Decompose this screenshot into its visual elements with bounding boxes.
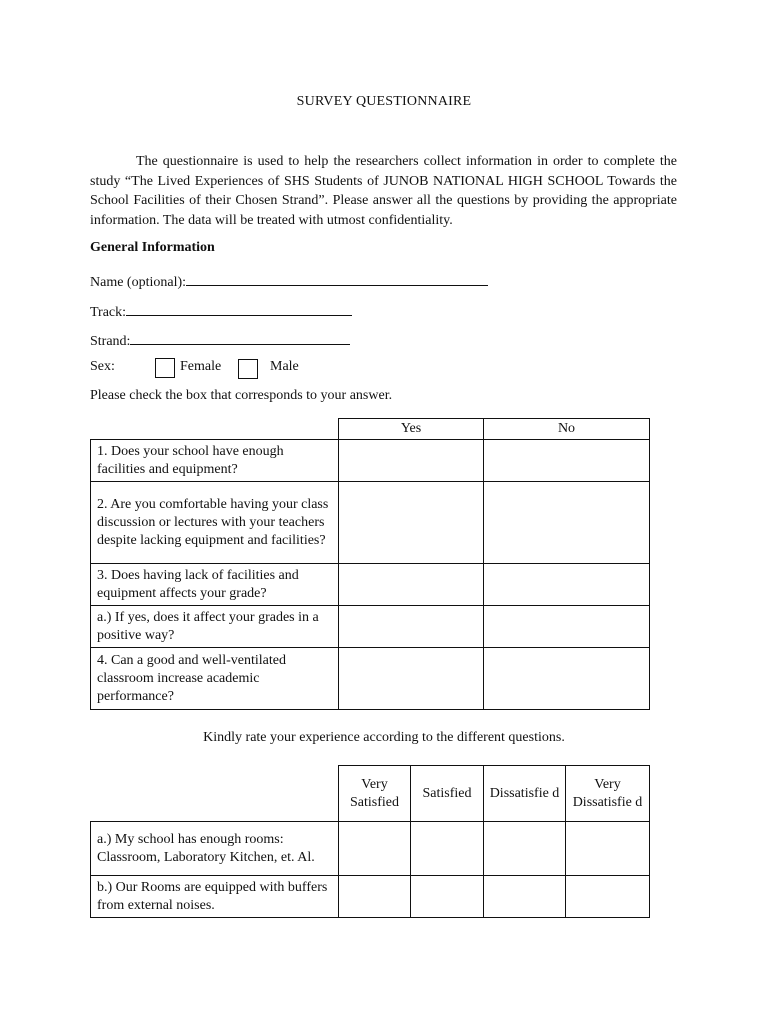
rating-table <box>90 765 650 918</box>
yes-no-table <box>90 418 650 710</box>
strand-field[interactable] <box>130 329 350 345</box>
name-label: Name (optional): <box>90 275 187 290</box>
question-cell: 3. Does having lack of facilities and equipment affects your grade? <box>91 564 339 606</box>
answer-no-cell[interactable] <box>484 482 650 564</box>
intro-paragraph: The questionnaire is used to help the researchers collect information in order to complete the study “The Lived Experiences of SHS Students of JUNOB NATIONAL HIGH SCHOOL Towards the School Facilities of their Chosen Strand”. Please answer all the questions by providing the appropriate information. The data will be treated with utmost confidentiality. <box>90 154 677 228</box>
answer-yes-cell[interactable] <box>339 482 484 564</box>
male-label: Male <box>270 359 299 374</box>
answer-no-cell[interactable] <box>484 440 650 482</box>
question-cell: b.) Our Rooms are equipped with buffers from external noises. <box>91 876 339 918</box>
table-row <box>91 564 650 606</box>
general-information-heading: General Information <box>90 240 215 255</box>
female-checkbox[interactable] <box>155 358 175 378</box>
sex-label: Sex: <box>90 359 115 374</box>
answer-yes-cell[interactable] <box>339 648 484 710</box>
header-very-dissatisfied: Very Dissatisfie d <box>566 766 650 822</box>
question-cell: 2. Are you comfortable having your class discussion or lectures with your teachers despite lacking equipment and facilities? <box>91 482 339 564</box>
rating-instruction: Kindly rate your experience according to the different questions. <box>203 730 565 745</box>
name-field-row <box>90 270 488 291</box>
check-instruction: Please check the box that corresponds to your answer. <box>90 388 393 403</box>
track-label: Track: <box>90 305 127 320</box>
question-cell: 4. Can a good and well-ventilated classroom increase academic performance? <box>91 648 339 710</box>
document-title: SURVEY QUESTIONNAIRE <box>296 94 472 109</box>
rating-cell[interactable] <box>339 822 411 876</box>
name-field[interactable] <box>186 270 488 286</box>
track-field[interactable] <box>126 300 352 316</box>
strand-label: Strand: <box>90 334 131 349</box>
question-cell: 1. Does your school have enough facilities and equipment? <box>91 440 339 482</box>
strand-field-row <box>90 329 350 350</box>
table-row <box>91 440 650 482</box>
table-row <box>91 876 650 918</box>
question-cell: a.) If yes, does it affect your grades in a positive way? <box>91 606 339 648</box>
answer-yes-cell[interactable] <box>339 606 484 648</box>
answer-no-cell[interactable] <box>484 606 650 648</box>
header-satisfied: Satisfied <box>411 766 484 822</box>
table-row <box>91 482 650 564</box>
header-no: No <box>484 419 650 440</box>
rating-cell[interactable] <box>484 822 566 876</box>
header-dissatisfied: Dissatisfie d <box>484 766 566 822</box>
answer-yes-cell[interactable] <box>339 564 484 606</box>
header-yes: Yes <box>339 419 484 440</box>
header-very-satisfied: Very Satisfied <box>339 766 411 822</box>
rating-cell[interactable] <box>484 876 566 918</box>
female-label: Female <box>180 359 222 374</box>
question-cell: a.) My school has enough rooms: Classroom, Laboratory Kitchen, et. Al. <box>91 822 339 876</box>
answer-yes-cell[interactable] <box>339 440 484 482</box>
rating-cell[interactable] <box>566 822 650 876</box>
male-checkbox[interactable] <box>238 359 258 379</box>
track-field-row <box>90 300 352 321</box>
rating-cell[interactable] <box>411 876 484 918</box>
answer-no-cell[interactable] <box>484 648 650 710</box>
answer-no-cell[interactable] <box>484 564 650 606</box>
table-row <box>91 606 650 648</box>
table-row <box>91 648 650 710</box>
table-row <box>91 822 650 876</box>
rating-cell[interactable] <box>411 822 484 876</box>
rating-cell[interactable] <box>339 876 411 918</box>
rating-cell[interactable] <box>566 876 650 918</box>
